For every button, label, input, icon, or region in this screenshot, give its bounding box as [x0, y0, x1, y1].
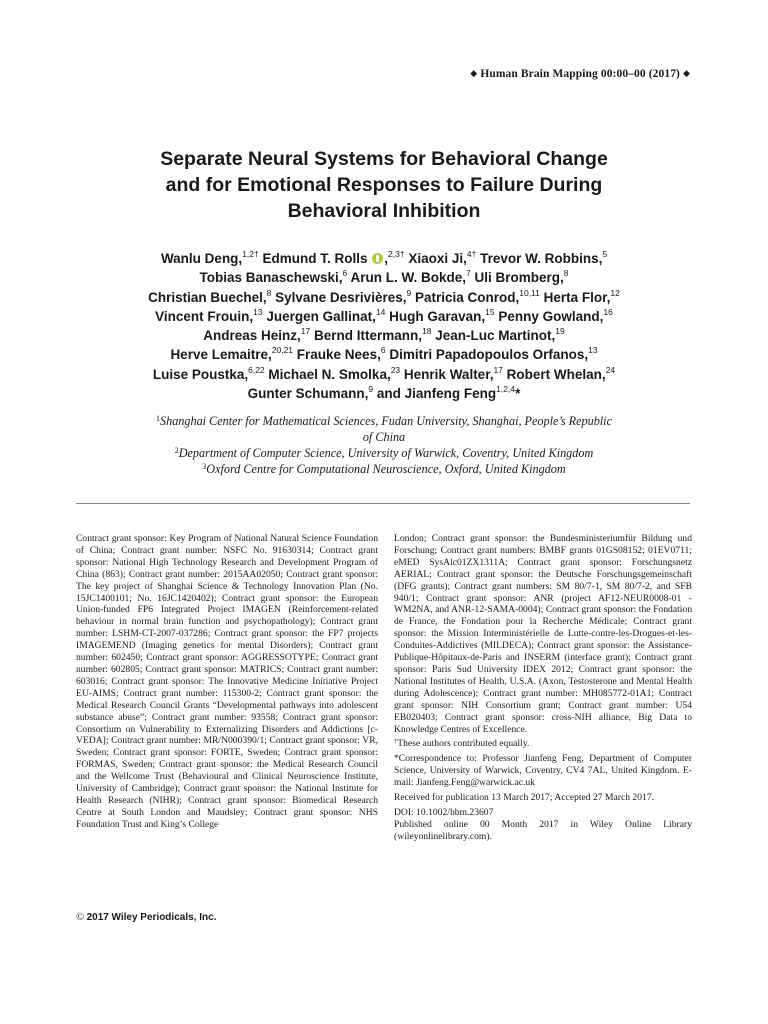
affiliation-list [120, 413, 648, 477]
author-name: Frauke Nees, [293, 347, 381, 363]
author-name: Herta Flor, [539, 289, 611, 305]
author-line [70, 326, 698, 345]
equal-contribution-text: These authors contributed equally. [397, 738, 530, 750]
author-affiliation-marker: 19 [555, 326, 565, 337]
footnote-column-right [394, 533, 692, 846]
author-name: Gunter Schumann, [247, 386, 369, 402]
author-name: Patricia Conrod, [411, 289, 520, 305]
author-affiliation-marker: 24 [605, 364, 616, 375]
footnote-column-left [76, 533, 378, 834]
author-name: Tobias Banaschewski, [199, 270, 343, 286]
author-list [70, 249, 698, 403]
author-affiliation-marker: 17 [300, 326, 311, 337]
author-affiliation-marker: 15 [485, 306, 495, 317]
author-affiliation-marker: 16 [603, 306, 613, 317]
author-line [70, 365, 698, 384]
author-name: Penny Gowland, [494, 308, 604, 324]
published-note: Published online 00 Month 2017 in Wiley Online Library (wileyonlinelibrary.com). [394, 818, 692, 842]
author-name: Andreas Heinz, [203, 328, 301, 344]
author-name: Arun L. W. Bokde, [347, 270, 467, 286]
author-name: Uli Bromberg, [470, 270, 564, 286]
author-affiliation-marker: 9 [406, 287, 412, 298]
received-note: Received for publication 13 March 2017; Accepted 27 March 2017. [394, 792, 655, 804]
author-name: Michael N. Smolka, [264, 366, 391, 382]
author-name: Dimitri Papadopoulos Orfanos, [385, 347, 589, 363]
author-name: Edmund T. Rolls [258, 251, 372, 266]
correspondence-note: *Correspondence to: Professor Jianfeng Feng, Department of Computer Science, University of Warwick, Coventry, CV4 7AL, United Kingdom. E-mail: Jianfeng.Feng@warwick.ac.uk [394, 753, 692, 789]
author-name: Hugh Garavan, [385, 308, 486, 324]
author-name: Luise Poustka, [152, 366, 249, 382]
grant-text-left: Contract grant sponsor: Key Program of National Natural Science Foundation of China; Contract grant number: NSFC No. 91630314; Contract grant sponsor: National High Technology Research and Development Program of China (863); Contract grant number: 2015AA02050; Contract grant sponsor: The key project of Shanghai Science & Technology Innovation Plan (No. 15JC1400101; No. 16JC1420402); Contract grant sponsor: the European Union-funded FP6 Integrated Project IMAGEN (Reinforcement-related behaviour in normal brain function and psychopathology); Contract grant number: LSHM-CT-2007-037286; Contract grant sponsor: the FP7 projects IMAGEMEND (Imaging genetics for mental Disorders); Contract grant number: 602450; Contract grant sponsor: AGGRESSOTYPE; Contract grant number: 602805; Contract grant sponsor: MATRICS; Contract grant number: 603016; Contract grant sponsor: The Innovative Medicine Initiative Project EU-AIMS; Contract grant number: 115300-2; Contract grant sponsor: the Medical Research Council Grants “Developmental pathways into adolescent substance abuse”; Contract grant number: 93558; Contract grant sponsor: Consortium on Vulnerability to Externalizing Disorders and Addictions [c-VEDA]; Contract grant number: MR/N000390/1; Contract grant sponsor: VR, Sweden; Contract grant sponsor: FORTE, Sweden; Contract grant sponsor: FORMAS, Sweden; Contract grant sponsor: the Medical Research Council and the Wellcome Trust (Behavioural and Clinical Neuroscience Institute, University of Cambridge); Contract grant sponsor: the National Institute for Health Research (NIHR); Contract grant sponsor: Biomedical Research Centre at South London and Maudsley; Contract grant sponsor: NHS Foundation Trust and King’s College [76, 533, 378, 830]
author-line: Wanlu Deng,$^{1,2\dagger}$ Edmund T. Rolls ,$^{2,3\dagger}$ Xiaoxi Ji,$^{4\dagger}$ Trevor W. Robbins,$^5$ [160, 249, 608, 266]
author-affiliation-marker: 18 [422, 326, 432, 337]
author-affiliation-marker: 12 [610, 287, 620, 298]
author-affiliation-marker: 10,11 [519, 287, 540, 298]
affiliation-marker: 3 [202, 462, 207, 471]
section-divider [76, 503, 690, 504]
author-affiliation-marker: 5 [602, 249, 608, 259]
author-name: Wanlu Deng, [160, 251, 243, 266]
author-affiliation-marker: 7 [466, 268, 471, 279]
author-name: Henrik Walter, [400, 366, 494, 382]
affiliation-marker: 2 [174, 446, 179, 455]
affiliation-marker: 1 [156, 414, 160, 423]
author-affiliation-marker: 9 [368, 384, 374, 395]
author-name: Robert Whelan, [502, 366, 606, 382]
affiliation-text: of China [362, 430, 406, 444]
orcid-icon[interactable] [372, 253, 383, 264]
author-affiliation-marker: 14 [375, 306, 386, 317]
affiliation [120, 413, 648, 429]
author-name: Herve Lemaitre, [170, 347, 272, 363]
affiliation-text: Oxford Centre for Computational Neuroscience, Oxford, United Kingdom [206, 462, 566, 476]
affiliation [120, 461, 648, 477]
author-affiliation-marker: 17 [493, 364, 503, 375]
equal-contribution-note [394, 738, 692, 750]
author-affiliation-marker: 2,3† [388, 249, 405, 259]
author-affiliation-marker: 13 [588, 345, 598, 356]
author-affiliation-marker: 6,22 [248, 364, 265, 375]
author-line [70, 288, 698, 307]
author-name: Christian Buechel, [148, 289, 267, 305]
journal-citation: Human Brain Mapping 00:00–00 (2017) [480, 68, 680, 80]
author-name: Juergen Gallinat, [262, 308, 376, 324]
author-affiliation-marker: 6 [342, 268, 348, 279]
author-affiliation-marker: 1,2,4 [496, 384, 516, 395]
affiliation [120, 429, 648, 445]
author-name: Vincent Frouin, [155, 308, 254, 324]
author-name: Trevor W. Robbins, [476, 251, 603, 266]
title-line: Separate Neural Systems for Behavioral Change [160, 148, 608, 170]
author-affiliation-marker: 6 [380, 345, 386, 356]
author-name: Bernd Ittermann, [310, 328, 423, 344]
author-affiliation-marker: 20,21 [271, 345, 294, 356]
title-line: Behavioral Inhibition [287, 200, 481, 222]
affiliation-text: Shanghai Center for Mathematical Sciences, Fudan University, Shanghai, People’s Republic [160, 414, 612, 428]
author-name: and Jianfeng Feng [373, 386, 497, 402]
author-name: Xiaoxi Ji, [404, 251, 467, 266]
author-name: * [515, 386, 521, 402]
title-line: and for Emotional Responses to Failure During [165, 174, 603, 196]
author-affiliation-marker: 1,2† [242, 249, 259, 259]
author-affiliation-marker: 23 [390, 364, 401, 375]
author-line [70, 345, 698, 364]
copyright-year: 2017 [86, 912, 109, 923]
copyright-line [76, 912, 216, 923]
doi-note: DOI: 10.1002/hbm.23607 [394, 806, 494, 818]
author-name: Jean-Luc Martinot, [431, 328, 556, 344]
grant-text-right: London; Contract grant sponsor: the Bundesministeriumfür Bildung und Forschung; Contract grant numbers: BMBF grants 01GS08152; 01EV0711; eMED SysAlc01ZX1311A; Contract grant sponsor: Forschungsnetz AERIAL; Contract grant sponsor: the Deutsche Forschungsgemeinschaft (DFG grants); Contract grant numbers: SM 80/7-1, SM 80/7-2, and SFB 940/1; Contract grant sponsor: ANR (project AF12-NEUR0008-01 - WM2NA, and ANR-12-SAMA-0004); Contract grant sponsor: the Fondation de France, the Fondation pour la Recherche Médicale; Contract grant sponsor: the Mission Interministérielle de Lutte-contre-les-Drogues-et-les-Conduites-Addictives (MILDECA); Contract grant sponsor: the Assistance-Publique-Hôpitaux-de-Paris and INSERM (interface grant); Contract grant sponsor: Paris Sud University IDEX 2012; Contract grant sponsor: the National Institutes of Health, U.S.A. (Axon, Testosterone and Mental Health during Adolescence); Contract grant number: MH085772-01A1; Contract grant sponsor: NIH Consortium grant; Contract grant number: U54 EB020403; Contract grant sponsor: cross-NIH alliance, Big Data to Knowledge Centres of Excellence. [394, 533, 692, 735]
diamond-ornament-icon: ◆ [470, 68, 478, 78]
author-affiliation-marker: 8 [266, 287, 272, 298]
author-affiliation-marker: 13 [253, 306, 263, 317]
author-line [70, 384, 698, 403]
author-line [70, 307, 698, 326]
author-affiliation-marker: 4† [466, 249, 477, 259]
diamond-ornament-icon: ◆ [682, 68, 690, 78]
article-title [90, 146, 678, 224]
affiliation-text: Department of Computer Science, University of Warwick, Coventry, United Kingdom [178, 446, 594, 460]
author-line [70, 268, 698, 287]
author-affiliation-marker: 8 [563, 268, 569, 279]
running-header [470, 68, 690, 80]
dagger-mark: † [394, 738, 398, 746]
copyright-symbol: © [76, 912, 84, 923]
publisher-name: Wiley Periodicals, Inc. [111, 912, 217, 923]
author-name: Sylvane Desrivières, [271, 289, 407, 305]
affiliation [120, 445, 648, 461]
